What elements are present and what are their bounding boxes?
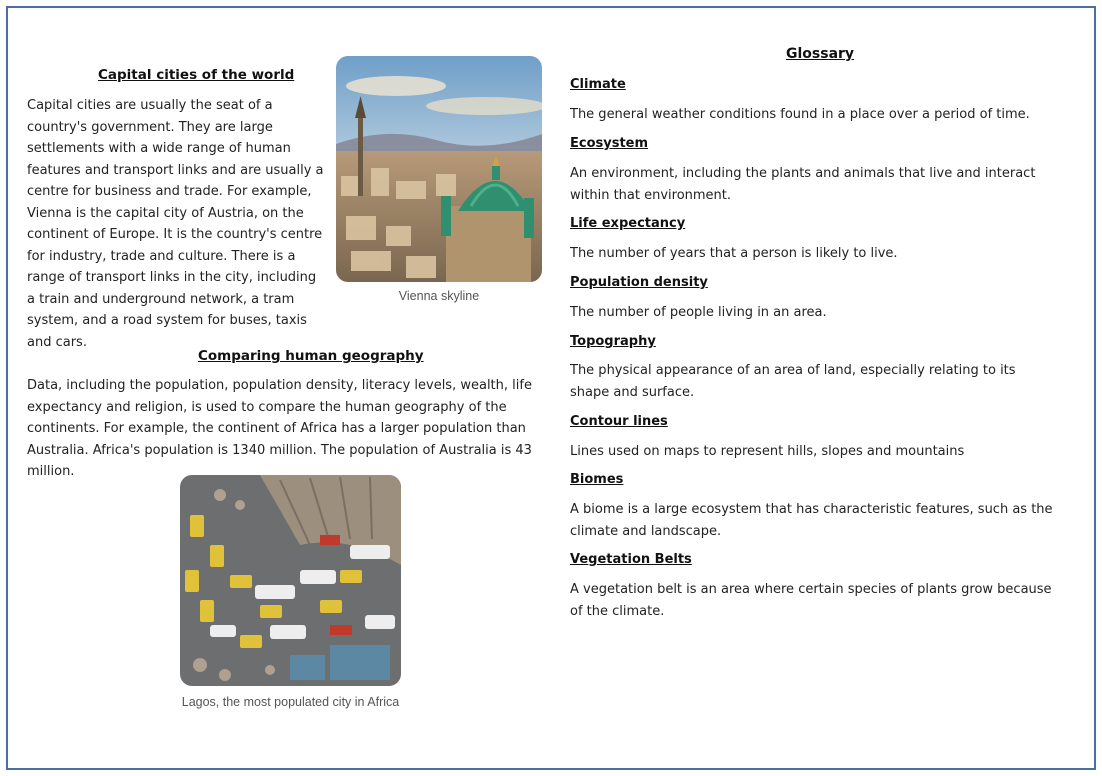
term-biomes: Biomes xyxy=(570,472,624,487)
term-population-density: Population density xyxy=(570,275,708,290)
term-vegetation-belts: Vegetation Belts xyxy=(570,552,692,567)
def-climate: The general weather conditions found in a place over a period of time. xyxy=(570,107,1030,122)
term-climate: Climate xyxy=(570,77,626,92)
term-life-expectancy: Life expectancy xyxy=(570,216,686,231)
term-ecosystem: Ecosystem xyxy=(570,136,649,151)
vienna-caption: Vienna skyline xyxy=(398,289,480,303)
lagos-image xyxy=(180,475,401,686)
def-contour-lines: Lines used on maps to represent hills, slopes and mountains xyxy=(570,444,965,459)
capital-cities-heading: Capital cities of the world xyxy=(98,67,295,83)
def-vegetation-belts: A vegetation belt is an area where certain species of plants grow because of the climate. xyxy=(570,582,1052,619)
def-life-expectancy: The number of years that a person is likely to live. xyxy=(570,246,898,261)
term-topography: Topography xyxy=(570,334,656,349)
def-population-density: The number of people living in an area. xyxy=(570,305,827,320)
def-topography: The physical appearance of an area of land, especially relating to its shape and surface. xyxy=(570,363,1016,400)
lagos-caption: Lagos, the most populated city in Africa xyxy=(181,695,400,709)
vienna-skyline-image xyxy=(336,56,542,282)
comparing-heading: Comparing human geography xyxy=(198,348,424,364)
comparing-text: Data, including the population, population density, literacy levels, wealth, life expectancy and religion, is used to compare the human geography of the continents. For example, the continent of Africa has a larger population than Australia. Africa's population is 1340 million. The population of Australia is 43 million. xyxy=(27,378,532,479)
def-ecosystem: An environment, including the plants and animals that live and interact within that environment. xyxy=(570,166,1036,203)
term-contour-lines: Contour lines xyxy=(570,414,668,429)
capital-cities-text: Capital cities are usually the seat of a country's government. They are large settlements with a wide range of human features and transport links and are usually a centre for business and trade. For example, Vienna is the capital city of Austria, on the continent of Europe. It is the country's centre for industry, trade and culture. There is a range of transport links in the city, including a train and underground network, a tram system, and a road system for buses, taxis and cars. xyxy=(27,98,324,350)
glossary-heading: Glossary xyxy=(786,46,855,62)
def-biomes: A biome is a large ecosystem that has characteristic features, such as the climate and landscape. xyxy=(570,502,1053,539)
